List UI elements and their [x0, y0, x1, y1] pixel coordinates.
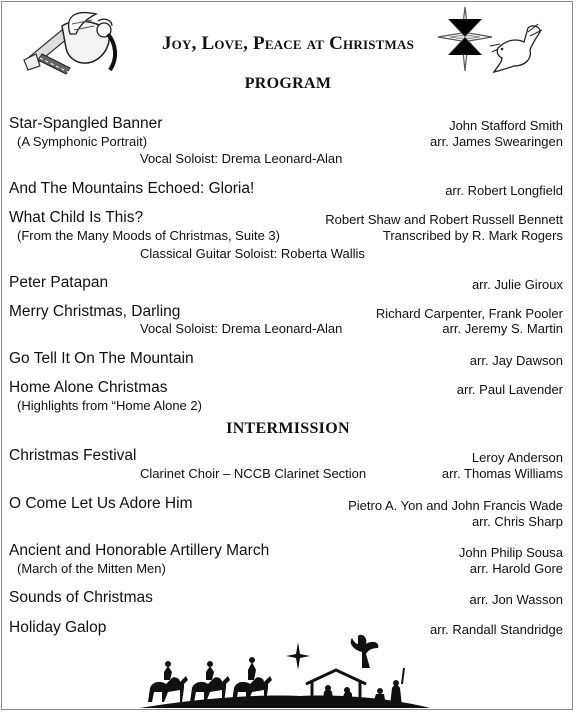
piece-title: Home Alone Christmas — [9, 379, 168, 396]
piece-soloist: Vocal Soloist: Drema Leonard-Alan — [140, 151, 343, 166]
piece-arranger: arr. Jon Wasson — [469, 592, 563, 607]
piece-soloist: Vocal Soloist: Drema Leonard-Alan — [140, 321, 343, 336]
piece-subtitle: (March of the Mitten Men) — [17, 561, 166, 576]
piece-arranger: arr. Jeremy S. Martin — [442, 321, 563, 336]
piece-title: Holiday Galop — [9, 619, 107, 636]
piece-title: Go Tell It On The Mountain — [9, 350, 194, 367]
piece-soloist: Classical Guitar Soloist: Roberta Wallis — [140, 246, 365, 261]
piece-arranger: arr. Paul Lavender — [456, 382, 563, 397]
piece-title: Peter Patapan — [9, 274, 109, 291]
nativity-silhouette-icon — [140, 628, 430, 710]
piece-title: Merry Christmas, Darling — [9, 303, 181, 320]
piece-soloist: Clarinet Choir – NCCB Clarinet Section — [140, 466, 367, 481]
piece-arranger: arr. Julie Giroux — [471, 277, 563, 292]
piece-subtitle: (A Symphonic Portrait) — [17, 134, 148, 149]
piece-title: Sounds of Christmas — [9, 589, 153, 606]
piece-subtitle: (From the Many Moods of Christmas, Suite 3) — [17, 228, 280, 243]
piece-arranger: arr. Harold Gore — [469, 561, 563, 576]
piece-arranger: arr. Jay Dawson — [469, 353, 563, 368]
piece-subtitle: (Highlights from “Home Alone 2) — [17, 398, 202, 413]
piece-title: Ancient and Honorable Artillery March — [9, 542, 270, 559]
piece-arranger: arr. Robert Longfield — [445, 183, 563, 198]
piece-arranger: arr. Randall Standridge — [430, 622, 563, 637]
piece-title: Christmas Festival — [9, 447, 137, 464]
piece-arranger: arr. Chris Sharp — [471, 514, 563, 529]
piece-arranger: arr. James Swearingen — [430, 134, 563, 149]
page-title: Joy, Love, Peace at Christmas — [161, 33, 415, 54]
piece-composer: Leroy Anderson — [471, 450, 563, 465]
piece-composer: Richard Carpenter, Frank Pooler — [375, 306, 563, 321]
piece-title: Star-Spangled Banner — [9, 115, 163, 132]
piece-composer: John Philip Sousa — [458, 545, 563, 560]
piece-title: What Child Is This? — [9, 209, 144, 226]
program-heading: PROGRAM — [244, 75, 332, 92]
piece-composer: Robert Shaw and Robert Russell Bennett — [325, 212, 563, 227]
piece-composer: Pietro A. Yon and John Francis Wade — [348, 498, 563, 513]
piece-composer: John Stafford Smith — [449, 118, 563, 133]
piece-title: And The Mountains Echoed: Gloria! — [9, 180, 255, 197]
piece-title: O Come Let Us Adore Him — [9, 495, 193, 512]
piece-arranger: Transcribed by R. Mark Rogers — [382, 228, 563, 243]
piece-arranger: arr. Thomas Williams — [441, 466, 563, 481]
intermission-heading: INTERMISSION — [226, 420, 350, 437]
